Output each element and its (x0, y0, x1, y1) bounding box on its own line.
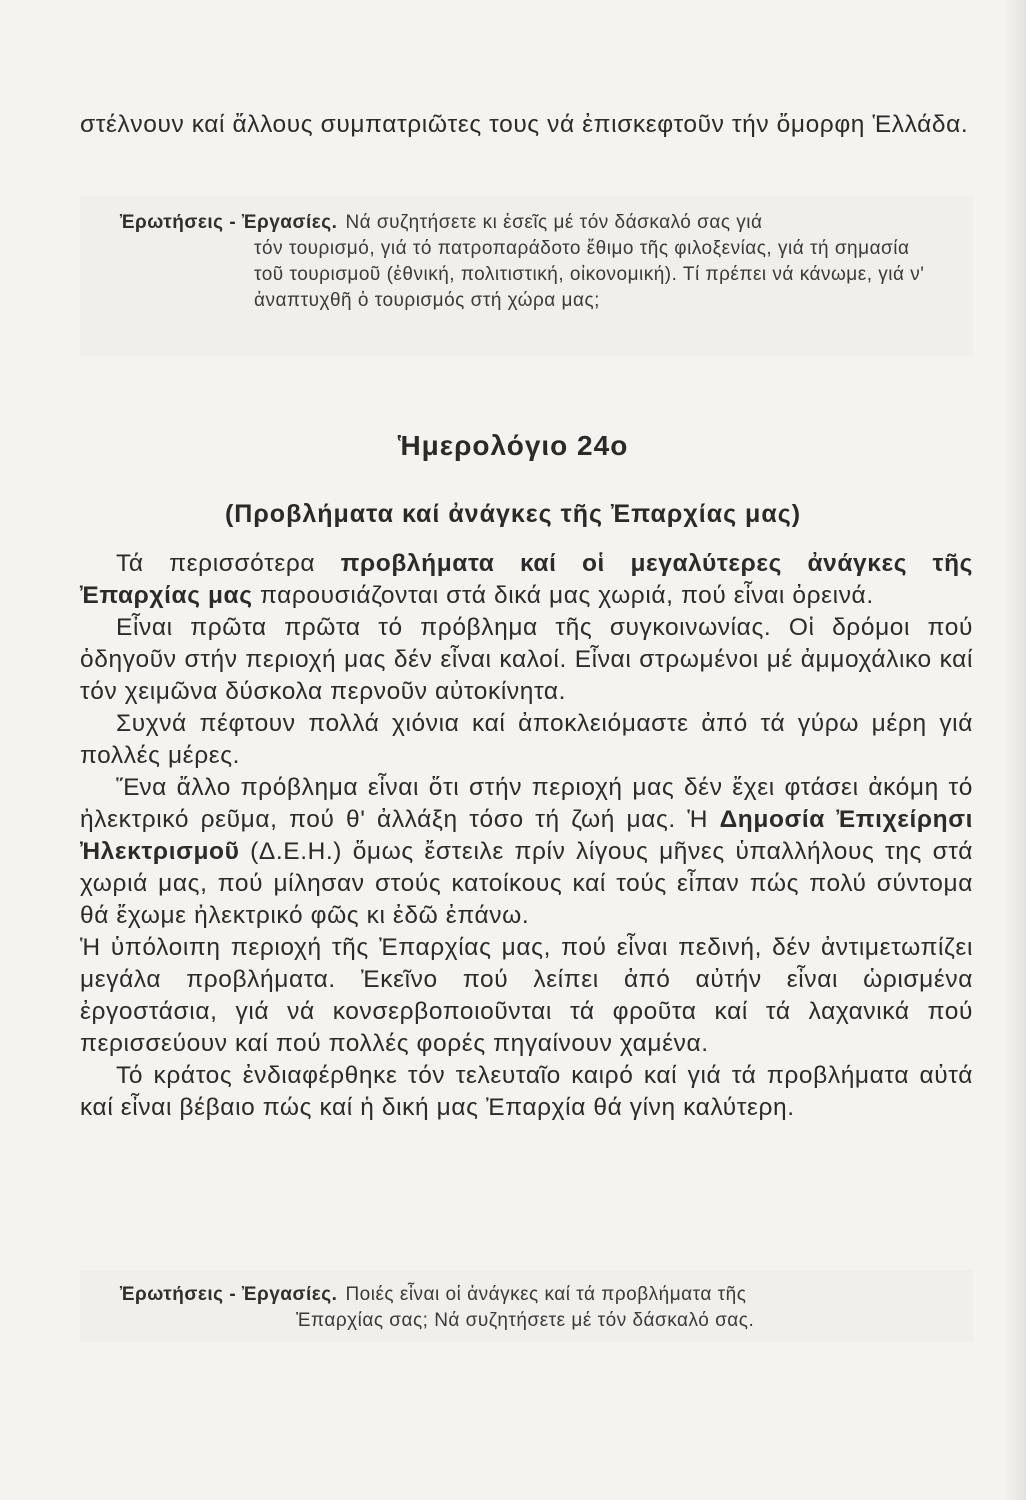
paragraph-4: Ἕνα ἄλλο πρόβλημα εἶναι ὅτι στήν περιοχή μας δέν ἔχει φτάσει ἀκόμη τό ἠλεκτρικό ρεῦμα, πού θ' ἀλλάξη τόσο τή ζωή μας. Ἡ Δημοσία Ἐπιχείρησι Ἠλεκτρισμοῦ (Δ.Ε.Η.) ὅμως ἔστειλε πρίν λίγους μῆνες ὑπαλλήλους της στά χωριά μας, πού μίλησαν στούς κατοίκους καί τούς εἶπαν πώς πολύ σύντομα θά ἔχωμε ἠλεκτρικό φῶς κι ἐδῶ ἐπάνω. (80, 774, 973, 929)
diary-subtitle: (Προβλήματα καί ἀνάγκες τῆς Ἐπαρχίας μας) (224, 500, 802, 528)
paragraph-1-bold: προβλήματα καί οἱ μεγαλύτερες ἀνάγκες τῆς Ἐπαρχίας μας (80, 550, 973, 609)
paragraph-4-bold: Δημοσία Ἐπιχείρησι Ἠλεκτρισμοῦ (80, 806, 973, 865)
questions-text-first-line: Ποιές εἶναι οἱ ἀνάγκες καί τά προβλήματα τῆς (345, 1284, 747, 1305)
intro-paragraph: στέλνουν καί ἄλλους συμπατριῶτες τους νά ἐπισκεφτοῦν τήν ὄμορφη Ἑλλάδα. (80, 111, 969, 138)
paragraph-6: Τό κράτος ἐνδιαφέρθηκε τόν τελευταῖο καιρό καί γιά τά προβλήματα αὐτά καί εἶναι βέβαιο πώς καί ἡ δική μας Ἐπαρχία θά γίνη καλύτερη. (80, 1062, 973, 1121)
questions-text: τόν τουρισμό, γιά τό πατροπαράδοτο ἔθιμο τῆς φιλοξενίας, γιά τή σημασία τοῦ τουρισμοῦ (ἐθνική, πολιτιστική, οἰκονομική). Τί πρέπει νά κάνωμε, γιά ν' ἀναπτυχθῆ ὁ τουρισμός στή χώρα μας; (254, 238, 925, 311)
questions-box-1 (80, 196, 973, 356)
paragraph-3: Συχνά πέφτουν πολλά χιόνια καί ἀποκλειόμαστε ἀπό τά γύρω μέρη γιά πολλές μέρες. (80, 710, 973, 769)
questions-text: Ἐπαρχίας σας; Νά συζητήσετε μέ τόν δάσκαλό σας. (296, 1310, 755, 1331)
questions-box-2 (80, 1270, 973, 1342)
page-edge-shadow (1004, 0, 1026, 1500)
diary-title: Ἡμερολόγιο 24ο (397, 430, 629, 461)
questions-label: Ἐρωτήσεις - Ἐργασίες. (120, 1284, 338, 1305)
paragraph-1: Τά περισσότερα προβλήματα καί οἱ μεγαλύτερες ἀνάγκες τῆς Ἐπαρχίας μας παρουσιάζονται στά δικά μας χωριά, πού εἶναι ὀρεινά. (80, 550, 973, 609)
questions-text-first-line: Νά συζητήσετε κι ἐσεῖς μέ τόν δάσκαλό σας γιά (345, 212, 763, 233)
questions-label: Ἐρωτήσεις - Ἐργασίες. (120, 212, 338, 233)
paragraph-5: Ἡ ὑπόλοιπη περιοχή τῆς Ἐπαρχίας μας, πού εἶναι πεδινή, δέν ἀντιμετωπίζει μεγάλα προβλήματα. Ἐκεῖνο πού λείπει ἀπό αὐτήν εἶναι ὡρισμένα ἐργοστάσια, γιά νά κονσερβοποιοῦνται τά φροῦτα καί τά λαχανικά πού περισσεύουν καί πού πολλές φορές πηγαίνουν χαμένα. (80, 934, 973, 1057)
paragraph-2: Εἶναι πρῶτα πρῶτα τό πρόβλημα τῆς συγκοινωνίας. Οἱ δρόμοι πού ὁδηγοῦν στήν περιοχή μας δέν εἶναι καλοί. Εἶναι στρωμένοι μέ ἀμμοχάλικο καί τόν χειμῶνα δύσκολα περνοῦν αὐτοκίνητα. (80, 614, 973, 705)
article-body (80, 548, 973, 1124)
